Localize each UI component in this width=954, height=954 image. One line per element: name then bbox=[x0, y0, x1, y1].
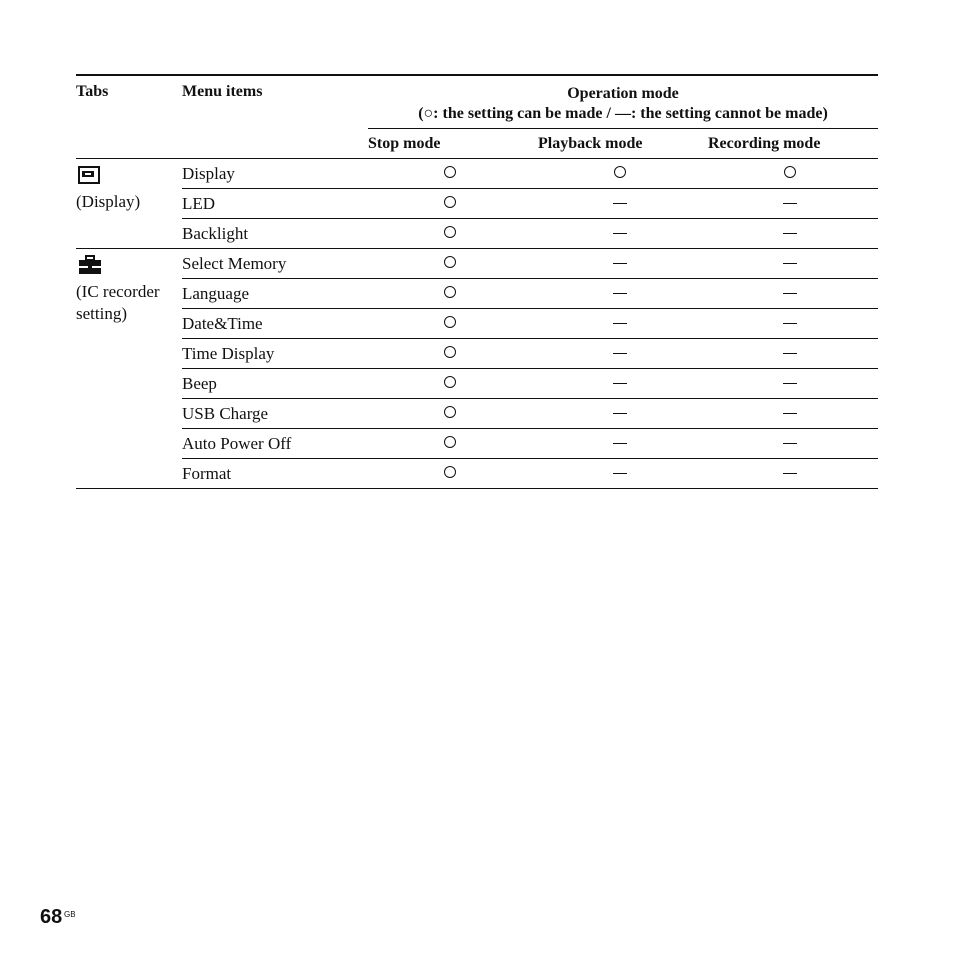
table-row bbox=[76, 458, 878, 488]
recording-mode-unavailable-icon bbox=[780, 194, 800, 212]
stop-mode-available-icon bbox=[440, 434, 460, 452]
menu-item-label: Backlight bbox=[182, 224, 249, 243]
playback-mode-unavailable-icon bbox=[610, 224, 630, 242]
stop-mode-header: Stop mode bbox=[368, 135, 441, 152]
tabs-column-header: Tabs bbox=[76, 83, 109, 100]
menu-item-label: USB Charge bbox=[182, 404, 269, 423]
stop-mode-available-icon bbox=[440, 224, 460, 242]
table-row bbox=[76, 338, 878, 368]
menu-item-label: Date&Time bbox=[182, 314, 263, 333]
table-row bbox=[76, 249, 878, 278]
menu-item-label: Auto Power Off bbox=[182, 434, 292, 453]
tab-label: setting) bbox=[76, 304, 127, 323]
table-row bbox=[76, 308, 878, 338]
recording-mode-unavailable-icon bbox=[780, 254, 800, 272]
stop-mode-available-icon bbox=[440, 374, 460, 392]
playback-mode-unavailable-icon bbox=[610, 194, 630, 212]
menu-item-label: Beep bbox=[182, 374, 217, 393]
table-row bbox=[76, 159, 878, 188]
table-group bbox=[76, 159, 878, 249]
toolbox-tab-icon bbox=[78, 255, 102, 280]
recording-mode-unavailable-icon bbox=[780, 224, 800, 242]
recording-mode-unavailable-icon bbox=[780, 434, 800, 452]
recording-mode-unavailable-icon bbox=[780, 284, 800, 302]
stop-mode-available-icon bbox=[440, 344, 460, 362]
recording-mode-unavailable-icon bbox=[780, 404, 800, 422]
table-row bbox=[76, 188, 878, 218]
playback-mode-unavailable-icon bbox=[610, 344, 630, 362]
tab-label: (IC recorder bbox=[76, 282, 160, 301]
stop-mode-available-icon bbox=[440, 404, 460, 422]
stop-mode-available-icon bbox=[440, 314, 460, 332]
playback-mode-unavailable-icon bbox=[610, 434, 630, 452]
operation-mode-header: Operation mode bbox=[567, 85, 679, 102]
tab-label: (Display) bbox=[76, 192, 141, 211]
playback-mode-unavailable-icon bbox=[610, 254, 630, 272]
page-region-code: GB bbox=[64, 910, 76, 919]
operation-mode-legend: (○: the setting can be made / —: the setting cannot be made) bbox=[418, 105, 828, 122]
page-number: 68 bbox=[40, 906, 63, 928]
playback-mode-header: Playback mode bbox=[538, 135, 643, 152]
playback-mode-unavailable-icon bbox=[610, 314, 630, 332]
menu-item-label: Display bbox=[182, 164, 235, 183]
recording-mode-unavailable-icon bbox=[780, 314, 800, 332]
menu-item-label: LED bbox=[182, 194, 216, 213]
recording-mode-header: Recording mode bbox=[708, 135, 821, 152]
playback-mode-unavailable-icon bbox=[610, 284, 630, 302]
table-row bbox=[76, 368, 878, 398]
stop-mode-available-icon bbox=[440, 254, 460, 272]
menu-item-label: Time Display bbox=[182, 344, 275, 363]
menu-items-column-header: Menu items bbox=[182, 83, 263, 100]
menu-item-label: Select Memory bbox=[182, 254, 287, 273]
mode-header-row bbox=[76, 129, 878, 159]
menu-item-label: Format bbox=[182, 464, 232, 483]
menu-item-label: Language bbox=[182, 284, 250, 303]
playback-mode-available-icon bbox=[610, 164, 630, 182]
table-row bbox=[76, 218, 878, 248]
settings-table bbox=[76, 74, 878, 489]
recording-mode-unavailable-icon bbox=[780, 464, 800, 482]
playback-mode-unavailable-icon bbox=[610, 374, 630, 392]
table-header-row bbox=[76, 76, 878, 129]
table-row bbox=[76, 398, 878, 428]
table-body bbox=[76, 159, 878, 489]
recording-mode-unavailable-icon bbox=[780, 344, 800, 362]
playback-mode-unavailable-icon bbox=[610, 404, 630, 422]
table-row bbox=[76, 278, 878, 308]
stop-mode-available-icon bbox=[440, 164, 460, 182]
recording-mode-unavailable-icon bbox=[780, 374, 800, 392]
stop-mode-available-icon bbox=[440, 464, 460, 482]
table-row bbox=[76, 428, 878, 458]
table-group bbox=[76, 249, 878, 489]
display-tab-icon bbox=[78, 166, 100, 189]
stop-mode-available-icon bbox=[440, 194, 460, 212]
playback-mode-unavailable-icon bbox=[610, 464, 630, 482]
recording-mode-available-icon bbox=[780, 164, 800, 182]
stop-mode-available-icon bbox=[440, 284, 460, 302]
